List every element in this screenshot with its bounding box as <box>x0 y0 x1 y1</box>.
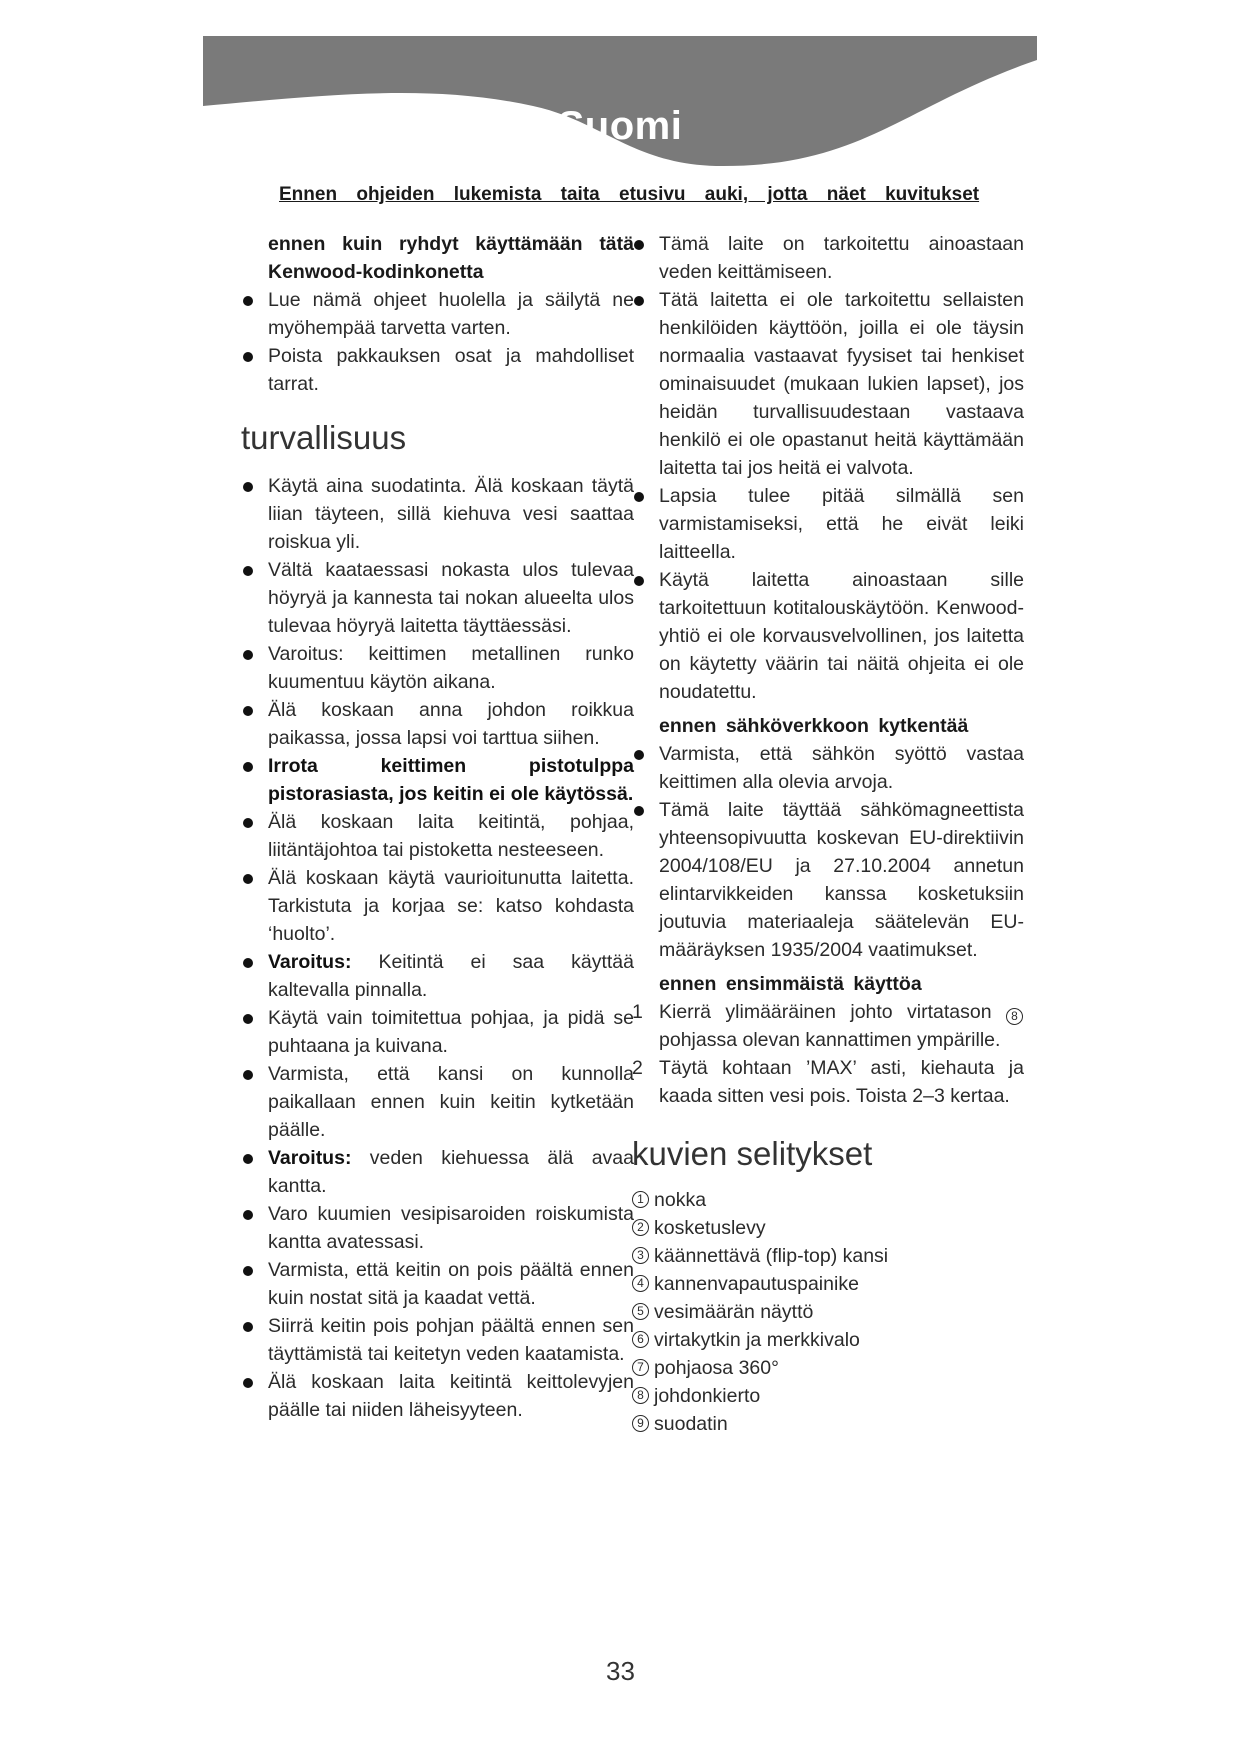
left-column <box>241 230 634 1424</box>
list-item: Käytä aina suodatinta. Älä koskaan täytä liian täyteen, sillä kiehuva vesi saattaa roiskua yli. <box>241 472 634 556</box>
bullet-icon <box>634 296 644 306</box>
list-item: Lapsia tulee pitää silmällä sen varmistamiseksi, että he eivät leiki laitteella. <box>632 482 1024 566</box>
bullet-icon <box>243 958 253 968</box>
bullet-icon <box>634 806 644 816</box>
bullet-icon <box>243 1014 253 1024</box>
legend-item: 7 pohjaosa 360° <box>632 1354 1024 1382</box>
legend-item: 5 vesimäärän näyttö <box>632 1298 1024 1326</box>
list-item: Varoitus: keittimen metallinen runko kuumentuu käytön aikana. <box>241 640 634 696</box>
bullet-icon <box>243 818 253 828</box>
step-item: 1 Kierrä ylimääräinen johto virtatason 8pohjassa olevan kannattimen ympärille. <box>632 998 1024 1054</box>
bullet-icon <box>243 1210 253 1220</box>
bullet-icon <box>243 482 253 492</box>
list-item: Varoitus: Keitintä ei saa käyttää kaltevalla pinnalla. <box>241 948 634 1004</box>
list-item: Varmista, että keitin on pois päältä ennen kuin nostat sitä ja kaadat vettä. <box>241 1256 634 1312</box>
bullet-icon <box>243 650 253 660</box>
right-column <box>632 230 1024 1438</box>
bullet-icon <box>634 750 644 760</box>
bullet-icon <box>243 762 253 772</box>
bullet-icon <box>243 1154 253 1164</box>
legend-item: 1 nokka <box>632 1186 1024 1214</box>
language-banner <box>203 36 1037 170</box>
legend-item: 4 kannenvapautuspainike <box>632 1270 1024 1298</box>
list-item: Käytä laitetta ainoastaan sille tarkoitettuun kotitalouskäytöön. Kenwood-yhtiö ei ole korvausvelvollinen, jos laitetta on käytetty väärin tai näitä ohjeita ei ole noudatettu. <box>632 566 1024 706</box>
connection-heading: ennen sähköverkkoon kytkentää <box>659 715 969 737</box>
legend-item: 3 käännettävä (flip-top) kansi <box>632 1242 1024 1270</box>
banner-shape <box>203 36 1037 170</box>
list-item: Poista pakkauksen osat ja mahdolliset tarrat. <box>241 342 634 398</box>
safety-title: turvallisuus <box>241 419 407 456</box>
bullet-icon <box>243 874 253 884</box>
bullet-icon <box>243 706 253 716</box>
list-item: Siirrä keitin pois pohjan päältä ennen sen täyttämistä tai keitetyn veden kaatamista. <box>241 1312 634 1368</box>
list-item: Varo kuumien vesipisaroiden roiskumista kantta avatessasi. <box>241 1200 634 1256</box>
list-item: Älä koskaan laita keitintä keittolevyjen päälle tai niiden läheisyyteen. <box>241 1368 634 1424</box>
step-item: 2 Täytä kohtaan ’MAX’ asti, kiehauta ja kaada sitten vesi pois. Toista 2–3 kertaa. <box>632 1057 1024 1107</box>
list-item: Tämä laite on tarkoitettu ainoastaan veden keittämiseen. <box>632 230 1024 286</box>
bullet-icon <box>243 1322 253 1332</box>
bullet-icon <box>243 1266 253 1276</box>
legend-item: 8 johdonkierto <box>632 1382 1024 1410</box>
list-item: Vältä kaataessasi nokasta ulos tulevaa höyryä ja kannesta tai nokan alueelta ulos tulevaa höyryä laitetta täyttäessäsi. <box>241 556 634 640</box>
legend-item: 2 kosketuslevy <box>632 1214 1024 1242</box>
intro-instruction: Ennen ohjeiden lukemista taita etusivu auki, jotta näet kuvitukset <box>279 184 980 205</box>
list-item: Varmista, että sähkön syöttö vastaa keittimen alla olevia arvoja. <box>632 740 1024 796</box>
list-item: Tämä laite täyttää sähkömagneettista yhteensopivuutta koskevan EU-direktiivin 2004/108/EU ja 27.10.2004 annetun elintarvikkeiden kanssa kosketuksiin joutuvia materiaaleja säätelevän EU-määräyksen 1935/2004 vaatimukset. <box>632 796 1024 964</box>
before-use-heading: ennen kuin ryhdyt käyttämään tätä Kenwood-kodinkonetta <box>268 233 634 283</box>
list-item: Älä koskaan laita keitintä, pohjaa, liitäntäjohtoa tai pistoketta nesteeseen. <box>241 808 634 864</box>
bullet-icon <box>634 492 644 502</box>
list-item: Käytä vain toimitettua pohjaa, ja pidä se puhtaana ja kuivana. <box>241 1004 634 1060</box>
warning-label: Varoitus: <box>268 1147 352 1169</box>
list-item: Älä koskaan anna johdon roikkua paikassa, jossa lapsi voi tarttua siihen. <box>241 696 634 752</box>
list-item: Varoitus: veden kiehuessa älä avaa kantta. <box>241 1144 634 1200</box>
list-item: Varmista, että kansi on kunnolla paikallaan ennen kuin keitin kytketään päälle. <box>241 1060 634 1144</box>
bullet-icon <box>243 352 253 362</box>
bullet-icon <box>243 1378 253 1388</box>
list-item: Irrota keittimen pistotulppa pistorasiasta, jos keitin ei ole käytössä. <box>241 752 634 808</box>
warning-label: Varoitus: <box>268 951 352 973</box>
legend-title: kuvien selitykset <box>632 1135 873 1172</box>
cord-storage-number: 8 <box>1006 1008 1023 1025</box>
language-title: Suomi <box>557 104 683 148</box>
bullet-icon <box>634 240 644 250</box>
bullet-icon <box>243 566 253 576</box>
bullet-icon <box>634 576 644 586</box>
bullet-icon <box>243 1070 253 1080</box>
list-item: Tätä laitetta ei ole tarkoitettu sellaisten henkilöiden käyttöön, joilla ei ole täysin normaalia vastaavat fyysiset tai henkiset ominaisuudet (mukaan lukien lapset), jos heidän turvallisuudestaan vastaava henkilö ei ole opastanut heitä käyttämään laitetta tai jos heitä ei valvota. <box>632 286 1024 482</box>
list-item: Älä koskaan käytä vaurioitunutta laitetta. Tarkistuta ja korjaa se: katso kohdasta ‘huolto’. <box>241 864 634 948</box>
bullet-icon <box>243 296 253 306</box>
first-use-heading: ennen ensimmäistä käyttöa <box>659 973 922 995</box>
page-number: 33 <box>606 1656 635 1686</box>
list-item: Lue nämä ohjeet huolella ja säilytä ne myöhempää tarvetta varten. <box>241 286 634 342</box>
legend-item: 6 virtakytkin ja merkkivalo <box>632 1326 1024 1354</box>
legend-item: 9 suodatin <box>632 1410 1024 1438</box>
